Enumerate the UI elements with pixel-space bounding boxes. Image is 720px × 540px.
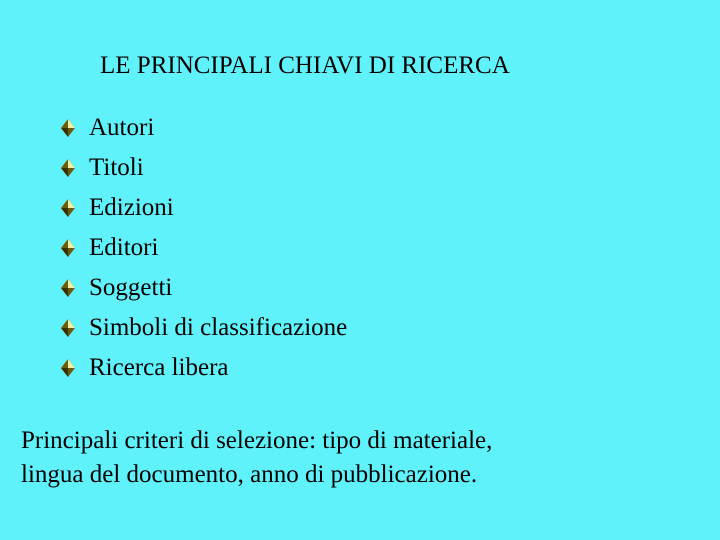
list-item xyxy=(60,308,347,348)
selection-criteria-paragraph xyxy=(21,424,701,492)
list-item xyxy=(60,148,347,188)
diamond-bullet-icon xyxy=(60,158,76,178)
bullet-label: Autori xyxy=(89,114,155,141)
search-keys-list xyxy=(60,108,347,388)
slide-title: LE PRINCIPALI CHIAVI DI RICERCA xyxy=(100,52,510,79)
diamond-bullet-icon xyxy=(60,118,76,138)
diamond-bullet-icon xyxy=(60,318,76,338)
bullet-label: Soggetti xyxy=(89,274,173,301)
bullet-label: Titoli xyxy=(89,154,144,181)
bullet-label: Editori xyxy=(89,234,159,261)
diamond-bullet-icon xyxy=(60,278,76,298)
list-item xyxy=(60,228,347,268)
bullet-label: Simboli di classificazione xyxy=(89,314,348,341)
bullet-label: Ricerca libera xyxy=(89,354,229,381)
list-item xyxy=(60,188,347,228)
paragraph-line: Principali criteri di selezione: tipo di materiale, xyxy=(21,427,493,454)
list-item xyxy=(60,108,347,148)
diamond-bullet-icon xyxy=(60,358,76,378)
diamond-bullet-icon xyxy=(60,238,76,258)
list-item xyxy=(60,348,347,388)
list-item xyxy=(60,268,347,308)
diamond-bullet-icon xyxy=(60,198,76,218)
paragraph-line: lingua del documento, anno di pubblicazione. xyxy=(21,461,478,488)
bullet-label: Edizioni xyxy=(89,194,174,221)
